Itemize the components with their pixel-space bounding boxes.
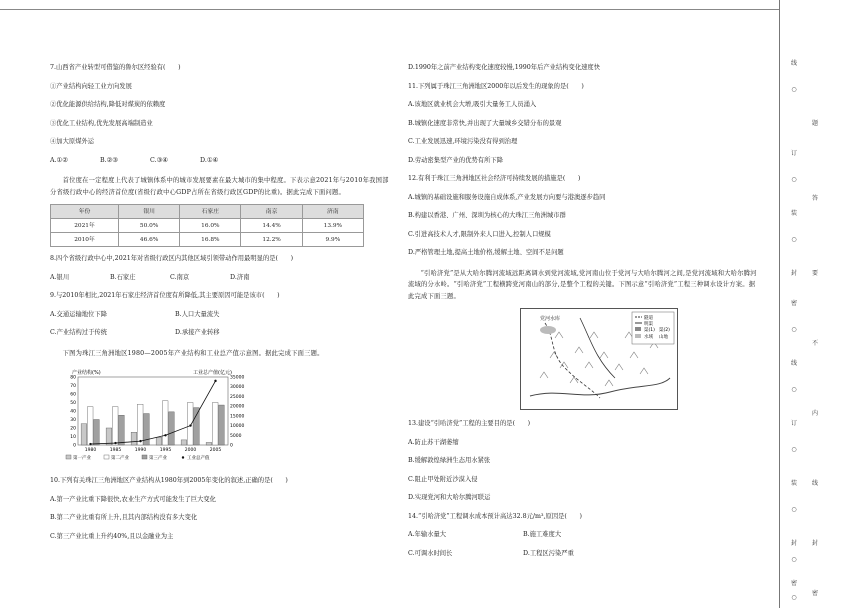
legend-label: 隧道	[644, 316, 653, 321]
binding-circle: ○	[791, 176, 797, 183]
table-header: 石家庄	[180, 205, 241, 219]
table-cell: 50.0%	[119, 219, 180, 233]
q14-options-row1	[408, 531, 758, 539]
legend-swatch	[635, 334, 641, 338]
option: D.承接产业转移	[175, 329, 220, 336]
option: A.交通运输地位下降	[50, 310, 107, 318]
bar	[112, 407, 118, 445]
y-tick-right: 0	[230, 443, 233, 449]
question-8: 8.四个省级行政中心中,2021年对省级行政区内其他区域引领带动作用最明显的是( )	[50, 255, 294, 262]
q12-option: C.引进高技术人才,限制外来人口进入,控制人口规模	[408, 230, 551, 238]
option: B.施工难度大	[523, 531, 562, 538]
intro-paragraph-1: 首位度在一定程度上代表了城镇体系中的城市发展要素在最大城市的集中程度。下表示意2021年与2010年我国部分省级行政中心的经济首位度(省级行政中心GDP占所在省级行政区GDP的比重)。据此完成下面问题。	[50, 177, 389, 196]
line-point	[164, 434, 166, 436]
binding-circle: ○	[791, 86, 797, 93]
bar	[162, 401, 168, 445]
y-axis-label-left: 产业结构(%)	[72, 370, 101, 376]
q12-option: A.城镇的基础设施和服务设施自成体系,产业发展方向要与港澳逐步趋同	[408, 193, 606, 201]
option: B.石家庄	[110, 273, 136, 281]
binding-circle: ○	[791, 326, 797, 333]
legend-label: 第二产业	[111, 456, 129, 461]
bar	[94, 420, 100, 446]
question-12: 12.有利于珠江三角洲地区社会经济可持续发展的措施是( )	[408, 175, 581, 182]
q9-options-row1	[50, 311, 395, 319]
bar	[131, 432, 137, 445]
q12-option: D.严格管理土地,提高土地价格,缓解土地、空间不足问题	[408, 249, 564, 256]
option: D.济南	[230, 273, 250, 281]
binding-char: 线	[811, 480, 818, 487]
line-point	[114, 442, 116, 444]
x-tick-label: 1995	[159, 448, 172, 453]
bar	[212, 403, 218, 446]
option: B.②③	[100, 156, 118, 164]
reservoir	[540, 326, 556, 334]
q13-option: D.实现党河和大哈尔腾河联运	[408, 494, 491, 501]
q14-options-row2	[408, 550, 758, 558]
q7-item: ②优化能源供给结构,降低对煤炭的依赖度	[50, 101, 166, 108]
q13-option: C.阻止甲处附近沙漠入侵	[408, 475, 478, 483]
binding-char: 装	[790, 210, 797, 217]
option: C.产业结构过于传统	[50, 329, 107, 336]
q7-item: ①产业结构向轻工业方向发展	[50, 82, 132, 90]
bar	[137, 404, 143, 445]
legend-label: 水域	[644, 335, 653, 340]
x-tick-label: 1990	[134, 448, 147, 453]
binding-char: 内	[811, 410, 818, 417]
bar	[181, 440, 187, 445]
question-13: 13.建设“引哈济党”工程的主要目的是( )	[408, 420, 531, 427]
line-point	[139, 440, 141, 442]
intro-paragraph-2: 下图为珠江三角洲地区1980—2005年产业结构和工业总产值示意图。据此完成下面三题。	[62, 349, 324, 357]
q11-option: A.该地区就业机会大增,吸引大量务工人员涌入	[408, 101, 537, 108]
line-point	[214, 380, 216, 382]
table-cell: 16.8%	[180, 233, 241, 247]
y-tick-left: 0	[73, 443, 76, 449]
option: A.年输水量大	[408, 531, 447, 538]
binding-char: 订	[790, 150, 797, 157]
x-tick-label: 2005	[209, 448, 222, 453]
q10-option: A.第一产业比重下降很快,农业生产方式可能发生了巨大变化	[50, 495, 216, 503]
table-cell: 9.9%	[302, 233, 363, 247]
y-tick-left: 40	[70, 409, 76, 415]
binding-circle: ○	[791, 506, 797, 513]
y-tick-right: 30000	[230, 385, 245, 391]
option: D.工程区污染严重	[523, 549, 574, 557]
chart-svg	[50, 365, 255, 465]
line-point	[89, 443, 91, 445]
y-tick-right: 10000	[230, 424, 245, 430]
binding-char: 密	[811, 590, 818, 597]
legend-label: 渠(2)	[659, 328, 670, 333]
option: C.南京	[170, 273, 190, 281]
q8-options	[50, 274, 395, 282]
left-column	[50, 64, 395, 551]
intro-paragraph-3: “引哈济党”是从大哈尔腾河流域远距离调水到党河流域,党河南山位于党河与大哈尔腾河之间,是党河流域和大哈尔腾河流域的分水岭。“引哈济党”工程横跨党河南山的部分,是整个工程的关键。下图示意“引哈济党”工程三种调水设计方案。据此完成下面三题。	[408, 269, 757, 300]
binding-circle: ○	[791, 386, 797, 393]
legend-swatch	[182, 456, 184, 458]
q10-option: B.第二产业比重有所上升,且其内部结构没有多大变化	[50, 514, 198, 521]
bar	[194, 408, 200, 445]
q10-option-d: D.1990年之前产业结构变化速度较慢,1990年后产业结构变化速度快	[408, 64, 601, 71]
bar	[169, 412, 175, 445]
bar	[156, 437, 162, 445]
option: D.①④	[200, 156, 219, 164]
plot-area	[78, 377, 228, 445]
bar	[206, 442, 212, 445]
legend-label: 渠(1)	[644, 328, 655, 333]
table-cell: 13.9%	[302, 219, 363, 233]
bar	[219, 405, 225, 445]
bar	[119, 415, 125, 445]
y-tick-right: 15000	[230, 414, 245, 420]
question-7: 7.山西省产业转型可借鉴的鲁尔区经验有( )	[50, 64, 181, 71]
primacy-table	[50, 204, 364, 247]
y-tick-left: 60	[70, 392, 76, 398]
binding-char: 线	[790, 60, 797, 67]
binding-char: 封	[790, 540, 797, 547]
binding-char: 封	[790, 270, 797, 277]
binding-rule	[779, 0, 780, 608]
table-row	[51, 233, 364, 247]
table-cell: 14.4%	[241, 219, 302, 233]
y-tick-right: 35000	[230, 375, 245, 381]
y-tick-left: 80	[70, 375, 76, 381]
top-rule	[0, 9, 780, 10]
binding-char: 答	[811, 195, 818, 202]
option: A.①②	[50, 156, 68, 164]
x-tick-label: 1985	[109, 448, 122, 453]
option: A.银川	[50, 273, 70, 281]
legend-swatch	[104, 455, 109, 459]
right-column	[408, 64, 758, 568]
binding-char: 密	[790, 580, 797, 587]
bar	[81, 424, 87, 445]
binding-circle: ○	[791, 594, 797, 601]
map-svg	[520, 308, 678, 410]
table-cell: 16.0%	[180, 219, 241, 233]
legend-label: 明渠	[644, 322, 653, 327]
map-label: 党河水库	[540, 316, 561, 322]
table-cell: 46.6%	[119, 233, 180, 247]
q13-option: A.防止苏干湖萎缩	[408, 438, 459, 446]
legend-swatch	[66, 455, 71, 459]
table-cell: 2021年	[51, 219, 119, 233]
line-point	[189, 424, 191, 426]
option: C.③④	[150, 156, 168, 164]
q9-options-row2	[50, 329, 395, 337]
q11-option: D.劳动密集型产业的优势有所下降	[408, 156, 503, 164]
x-tick-label: 2000	[184, 448, 197, 453]
binding-char: 题	[811, 120, 818, 127]
legend-swatch	[142, 455, 147, 459]
bar	[187, 403, 193, 446]
legend-label: 第一产业	[73, 456, 91, 461]
table-header: 年份	[51, 205, 119, 219]
q11-option: B.城镇化速度非常快,并出现了大量城乡交错分布的景观	[408, 119, 562, 127]
table-header: 济南	[302, 205, 363, 219]
y-tick-left: 10	[70, 435, 76, 440]
question-11: 11.下列属于珠江三角洲地区2000年以后发生的现象的是( )	[408, 82, 584, 90]
legend-label: 第三产业	[149, 456, 167, 461]
question-9: 9.与2010年相比,2021年石家庄经济首位度有所降低,其主要原因可能是该市( )	[50, 292, 280, 299]
y-tick-right: 5000	[230, 433, 242, 439]
binding-char: 不	[811, 340, 818, 347]
y-tick-left: 20	[70, 426, 76, 432]
table-cell: 12.2%	[241, 233, 302, 247]
binding-char: 订	[790, 420, 797, 427]
q13-option: B.缓解敦煌绿洲生态用水紧张	[408, 457, 491, 464]
q11-option: C.工业发展迅速,环境污染没有得到治理	[408, 138, 518, 145]
legend-swatch	[635, 327, 641, 331]
y-tick-right: 20000	[230, 404, 245, 410]
binding-char: 密	[790, 300, 797, 307]
binding-char: 封	[811, 540, 818, 547]
binding-char: 装	[790, 480, 797, 487]
q12-option: B.构建以香港、广州、深圳为核心的大珠江三角洲城市群	[408, 212, 566, 219]
y-tick-left: 50	[70, 401, 76, 406]
x-tick-label: 1980	[84, 448, 97, 453]
binding-char: 线	[790, 360, 797, 367]
table-header: 南京	[241, 205, 302, 219]
y-tick-right: 25000	[230, 394, 245, 400]
industry-chart	[50, 365, 255, 465]
legend-label: 山地	[659, 335, 668, 340]
question-14: 14.“引哈济党”工程调水成本预计高达32.8元/m³,原因是( )	[408, 512, 582, 520]
q7-item: ③优化工业结构,优先发展高端制造业	[50, 119, 153, 127]
binding-strip	[787, 58, 818, 601]
binding-char: 要	[811, 270, 818, 277]
bar	[106, 428, 112, 445]
q10-option: C.第三产业比重上升约40%,且以金融业为主	[50, 532, 174, 540]
y-axis-label-right: 工业总产值(亿元)	[193, 370, 232, 376]
table-header: 银川	[119, 205, 180, 219]
option: B.人口大量流失	[175, 310, 220, 318]
legend-label: 工业总产值	[187, 456, 210, 461]
table-cell: 2010年	[51, 233, 119, 247]
y-tick-left: 30	[70, 418, 76, 423]
binding-circle: ○	[791, 446, 797, 453]
table-row	[51, 219, 364, 233]
water-transfer-map	[520, 308, 678, 410]
question-10: 10.下列有关珠江三角洲地区产业结构从1980年到2005年变化的叙述,正确的是( )	[50, 477, 288, 484]
binding-circle: ○	[791, 556, 797, 563]
option: C.可调水时间长	[408, 549, 453, 557]
y-tick-left: 70	[70, 384, 76, 389]
bar	[87, 407, 93, 445]
binding-circle: ○	[791, 236, 797, 243]
q7-options	[50, 157, 395, 165]
q7-item: ④加大原煤外运	[50, 138, 95, 145]
